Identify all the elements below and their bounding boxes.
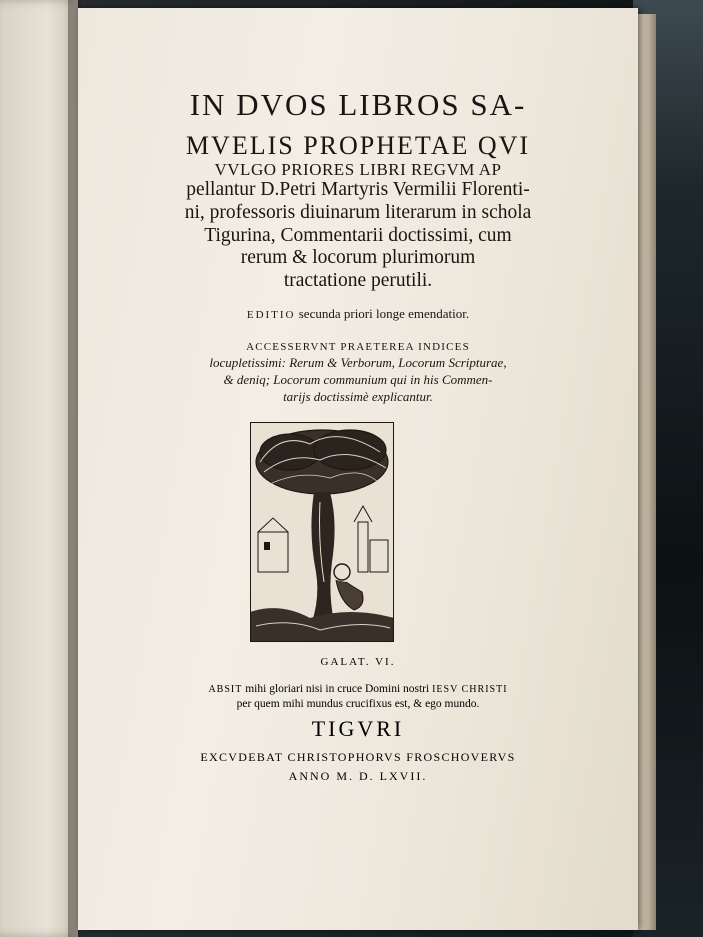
edition-text: secunda priori longe emendatior. xyxy=(298,306,470,322)
tree-woodcut-icon xyxy=(250,422,394,642)
indices-line-3: tarijs doctissimè explicantur. xyxy=(283,388,433,404)
title-line-3: VVLGO PRIORES LIBRI REGVM AP xyxy=(214,159,502,179)
edition-note xyxy=(98,306,618,322)
title-line-8: tractatione perutili. xyxy=(283,269,433,291)
indices-note xyxy=(98,340,618,405)
indices-line-2: & deniq; Locorum communium qui in his Commen- xyxy=(223,371,493,387)
title-line-5: ni, professoris diuinarum literarum in schola xyxy=(184,201,532,223)
scripture-reference: GALAT. VI. xyxy=(320,656,396,668)
edition-caps: EDITIO xyxy=(246,309,296,322)
title-line-7: rerum & locorum plurimorum xyxy=(240,247,476,269)
title-block xyxy=(98,78,618,405)
motto-text: mihi gloriari nisi in cruce Domini nostri xyxy=(245,683,430,695)
indices-caps: ACCESSERVNT PRAETEREA INDICES xyxy=(246,341,470,354)
motto-caps: IESV CHRISTI xyxy=(432,684,508,695)
indices-line-1: locupletissimi: Rerum & Verborum, Locorum Scripturae, xyxy=(209,354,507,370)
motto-line-2: per quem mihi mundus crucifixus est, & ego mundo. xyxy=(236,697,480,710)
imprint-city: TIGVRI xyxy=(311,716,405,741)
facing-page xyxy=(0,0,78,937)
title-line-1: IN DVOS LIBROS SA- xyxy=(189,87,527,122)
title-line-6: Tigurina, Commentarii doctissimi, cum xyxy=(204,224,512,246)
title-line-4: pellantur D.Petri Martyris Vermilii Florenti- xyxy=(186,179,530,201)
title-line-2: MVELIS PROPHETAE QVI xyxy=(185,131,531,161)
imprint xyxy=(78,716,638,784)
imprint-printer: EXCVDEBAT CHRISTOPHORVS FROSCHOVERVS xyxy=(200,750,516,764)
page-edges xyxy=(638,14,656,930)
title-page xyxy=(78,8,638,930)
motto xyxy=(78,682,638,712)
motto-line-1 xyxy=(78,682,638,697)
imprint-year: ANNO M. D. LXVII. xyxy=(288,769,428,783)
motto-abs: ABSIT xyxy=(208,684,243,695)
